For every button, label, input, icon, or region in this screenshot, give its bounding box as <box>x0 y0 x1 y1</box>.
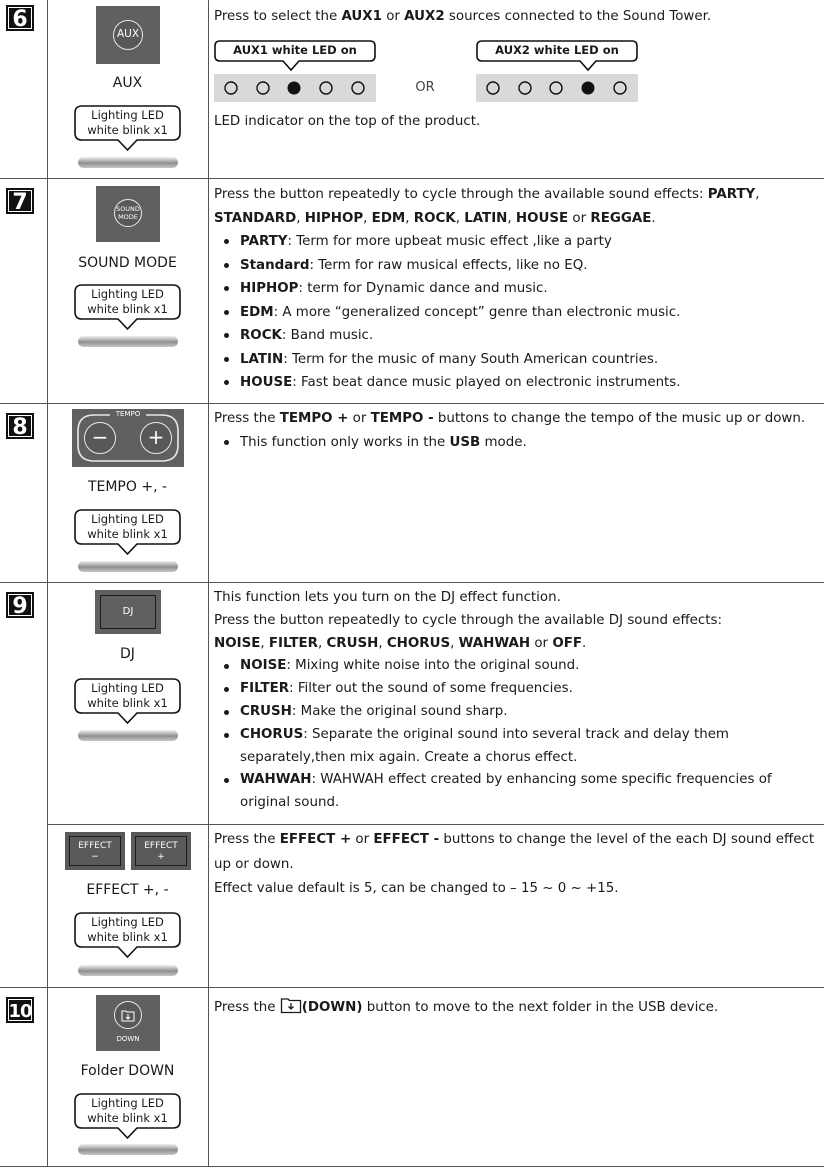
list-item: PARTY: Term for more upbeat music effect ,like a party <box>214 230 820 254</box>
led-bar-icon <box>78 965 178 976</box>
effect-description <box>214 828 820 902</box>
sound-mode-icon-line: MODE <box>118 213 138 221</box>
list-item: This function only works in the USB mode. <box>214 431 820 455</box>
button-name: AUX <box>112 75 143 91</box>
list-item: WAHWAH: WAHWAH effect created by enhancing some specific frequencies of original sound. <box>214 769 820 815</box>
led-bar-icon <box>78 336 178 347</box>
led-bar-icon <box>78 730 178 741</box>
aux-button[interactable] <box>96 6 160 64</box>
effect-plus-label-line: + <box>157 852 165 862</box>
led-status-bubble <box>74 284 181 320</box>
effect-button-cell <box>47 824 208 987</box>
folder-down-label: DOWN <box>116 1035 140 1043</box>
list-item: CHORUS: Separate the original sound into several track and delay them separately,then mix again. Create a chorus effect. <box>214 724 820 770</box>
led-status-bubble <box>74 105 181 141</box>
aux-button-cell <box>47 0 208 178</box>
led-status-bubble <box>74 912 181 948</box>
sound-mode-icon <box>114 199 142 227</box>
led-status-line: Lighting LED <box>91 915 164 929</box>
led-status-text <box>74 912 181 948</box>
led-status-line: Lighting LED <box>91 287 164 301</box>
folder-arrow-icon <box>121 1009 135 1022</box>
list-item: FILTER: Filter out the sound of some frequencies. <box>214 678 820 701</box>
step-number-badge: 9 <box>6 592 34 618</box>
led-status-line: white blink x1 <box>87 302 168 316</box>
sound-mode-icon-line: SOUND <box>116 205 140 213</box>
led-status-text <box>74 105 181 141</box>
aux-description <box>214 5 820 29</box>
step-number-badge: 8 <box>6 413 34 439</box>
list-item: CRUSH: Make the original sound sharp. <box>214 701 820 724</box>
aux-button-icon: AUX <box>113 20 143 50</box>
effect-minus-button[interactable] <box>65 832 125 870</box>
effect-minus-label <box>69 836 121 866</box>
button-name: DJ <box>120 646 135 662</box>
step-number-badge: 7 <box>6 188 34 214</box>
tempo-description <box>214 407 820 454</box>
sound-mode-button-cell <box>47 178 208 403</box>
led-status-line: white blink x1 <box>87 123 168 137</box>
list-item: HOUSE: Fast beat dance music played on electronic instruments. <box>214 371 820 395</box>
effect-default-note: Effect value default is 5, can be changed to – 15 ~ 0 ~ +15. <box>214 881 619 896</box>
led-status-line: white blink x1 <box>87 930 168 944</box>
button-name: Folder DOWN <box>80 1063 175 1079</box>
led-status-bubble <box>74 678 181 714</box>
led-status-line: white blink x1 <box>87 527 168 541</box>
led-bar-icon <box>78 561 178 572</box>
led-bar-icon <box>78 157 178 168</box>
effect-minus-label-line: − <box>91 852 99 862</box>
step-number-badge: 6 <box>6 5 34 31</box>
tempo-panel-label: TEMPO <box>115 410 141 418</box>
aux2-callout-label: AUX2 white LED on <box>495 43 619 57</box>
led-status-line: Lighting LED <box>91 108 164 122</box>
list-item: LATIN: Term for the music of many South American countries. <box>214 348 820 372</box>
folder-down-inline-icon <box>280 996 302 1014</box>
dj-button-label: DJ <box>100 595 156 629</box>
led-status-line: Lighting LED <box>91 1096 164 1110</box>
button-name: SOUND MODE <box>78 255 177 271</box>
led-status-line: Lighting LED <box>91 681 164 695</box>
led-status-text <box>74 509 181 545</box>
dj-line-2: Press the button repeatedly to cycle through the available DJ sound effects: <box>214 612 723 628</box>
list-item: ROCK: Band music. <box>214 324 820 348</box>
led-note: LED indicator on the top of the product. <box>214 114 481 129</box>
led-status-line: white blink x1 <box>87 1111 168 1125</box>
led-status-bubble <box>74 509 181 545</box>
dj-line-1: This function lets you turn on the DJ effect function. <box>214 590 561 605</box>
row-divider <box>0 1166 824 1167</box>
dj-button-cell <box>47 582 208 824</box>
sound-mode-description <box>214 183 820 395</box>
folder-down-button-cell <box>47 987 208 1166</box>
aux1-led-diagram <box>214 40 376 102</box>
column-divider <box>208 0 209 1166</box>
list-item: HIPHOP: term for Dynamic dance and music. <box>214 277 820 301</box>
tempo-notes <box>214 431 820 455</box>
or-label: OR <box>415 80 435 95</box>
led-status-line: white blink x1 <box>87 696 168 710</box>
effect-intro: Press the EFFECT + or EFFECT - buttons to change the level of the each DJ sound effect up or down. <box>214 832 815 872</box>
tempo-button-panel <box>72 409 184 467</box>
folder-down-text: Press the (DOWN) button to move to the next folder in the USB device. <box>214 996 820 1020</box>
effect-plus-button[interactable] <box>131 832 191 870</box>
tempo-plus-button[interactable]: + <box>140 422 172 454</box>
list-item: Standard: Term for raw musical effects, like no EQ. <box>214 254 820 278</box>
effect-plus-label-line: EFFECT <box>144 841 178 851</box>
effect-plus-label <box>135 836 187 866</box>
tempo-minus-button[interactable]: − <box>84 422 116 454</box>
button-name: TEMPO +, - <box>87 479 168 495</box>
aux2-led-diagram <box>476 40 638 102</box>
tempo-button-cell <box>47 403 208 582</box>
effect-minus-label-line: EFFECT <box>78 841 112 851</box>
led-status-line: Lighting LED <box>91 512 164 526</box>
sound-mode-button[interactable] <box>96 186 160 242</box>
sound-mode-list <box>214 230 820 395</box>
button-name: EFFECT +, - <box>86 882 169 898</box>
dj-effects-list: NOISE, FILTER, CRUSH, CHORUS, WAHWAH or OFF. <box>214 635 587 651</box>
led-bar-icon <box>78 1144 178 1155</box>
led-status-text <box>74 1093 181 1129</box>
aux1-callout-label: AUX1 white LED on <box>233 43 357 57</box>
dj-button[interactable] <box>95 590 161 634</box>
aux-intro: Press to select the AUX1 or AUX2 sources connected to the Sound Tower. <box>214 9 712 24</box>
led-status-bubble <box>74 1093 181 1129</box>
dj-description <box>214 587 820 815</box>
dj-effect-list <box>214 655 820 815</box>
tempo-intro: Press the TEMPO + or TEMPO - buttons to change the tempo of the music up or down. <box>214 411 806 426</box>
list-item: NOISE: Mixing white noise into the original sound. <box>214 655 820 678</box>
step-number-badge: 10 <box>6 997 34 1023</box>
led-status-text <box>74 284 181 320</box>
led-status-text <box>74 678 181 714</box>
folder-down-button[interactable] <box>96 995 160 1051</box>
folder-down-description <box>214 996 820 1020</box>
folder-down-icon <box>114 1001 142 1029</box>
list-item: EDM: A more “generalized concept” genre than electronic music. <box>214 301 820 325</box>
sound-mode-intro: Press the button repeatedly to cycle through the available sound effects: PARTY, STANDARD, HIPHOP, EDM, ROCK, LATIN, HOUSE or REGGAE. <box>214 187 760 226</box>
